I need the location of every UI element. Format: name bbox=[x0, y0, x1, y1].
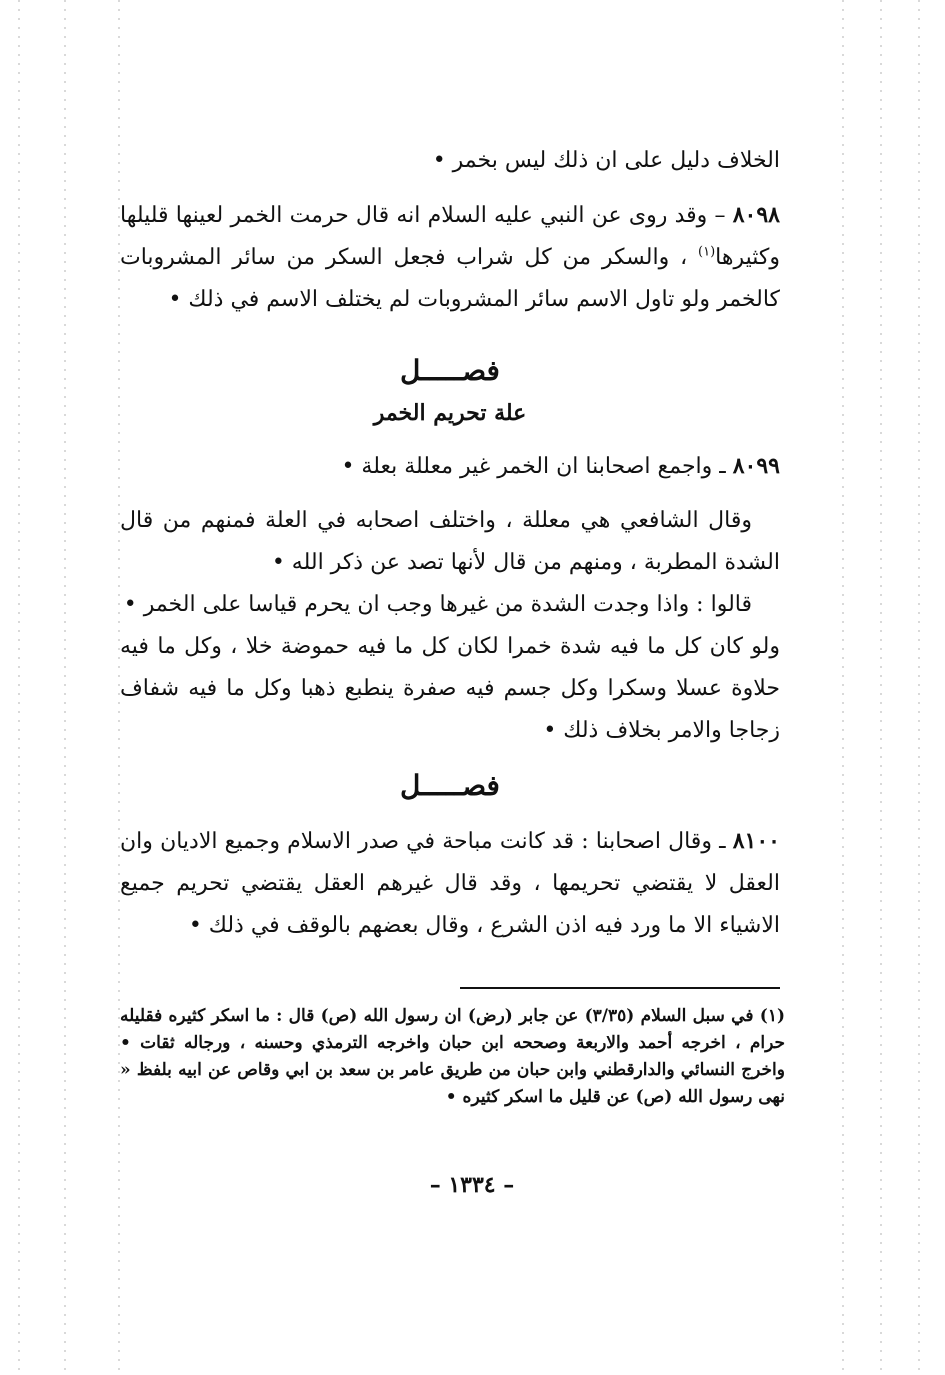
spacer bbox=[120, 488, 780, 500]
scan-margin-dots bbox=[918, 0, 920, 1375]
spacer bbox=[120, 752, 780, 764]
paragraph-text: ـ وقال اصحابنا : قد كانت مباحة في صدر الاسلام وجميع الاديان وان العقل لا يقتضي تحريمها ، وقد قال غيرهم العقل يقتضي تحريم جميع الاشياء الا ما ورد فيه اذن الشرع ، وقال بعضهم بالوقف في ذلك • bbox=[120, 829, 780, 938]
paragraph-8099 bbox=[120, 445, 780, 488]
section-subheading: علة تحريم الخمر bbox=[373, 400, 527, 426]
paragraph-number: ٨٠٩٩ bbox=[732, 453, 780, 479]
spacer bbox=[120, 182, 780, 194]
spacer bbox=[120, 433, 780, 445]
scan-margin-dots bbox=[64, 0, 66, 1375]
paragraph-8098 bbox=[120, 194, 780, 321]
scan-margin-dots bbox=[880, 0, 882, 1375]
footnote-ref: (١) bbox=[698, 244, 716, 260]
footnote-separator bbox=[460, 987, 780, 989]
spacer bbox=[120, 321, 780, 349]
paragraph-text: ، والسكر من كل شراب فجعل السكر من سائر المشروبات كالخمر ولو تاول الاسم سائر المشروبات لم يختلف الاسم في ذلك • bbox=[120, 245, 780, 312]
paragraph-text: ـ واجمع اصحابنا ان الخمر غير معللة بعلة • bbox=[341, 454, 733, 479]
page-number: – ١٣٣٤ – bbox=[429, 1172, 515, 1198]
scan-margin-dots bbox=[842, 0, 844, 1375]
intro-line: الخلاف دليل على ان ذلك ليس بخمر • bbox=[432, 148, 780, 173]
scan-margin-dots bbox=[18, 0, 20, 1375]
section-heading: فصـــــل bbox=[400, 769, 500, 802]
paragraph-shafii: وقال الشافعي هي معللة ، واختلف اصحابه في العلة فمنهم من قال الشدة المطربة ، ومنهم من قال لأنها تصد عن ذكر الله • bbox=[120, 508, 780, 575]
footnotes bbox=[120, 1003, 785, 1111]
section-heading: فصـــــل bbox=[400, 354, 500, 387]
paragraph-text: – وقد روى عن النبي عليه السلام انه قال حرمت الخمر لعينها قليلها وكثيرها bbox=[120, 203, 780, 270]
paragraph-number: ٨١٠٠ bbox=[732, 828, 780, 854]
paragraph-walaw: ولو كان كل ما فيه شدة خمرا لكان كل ما فيه حموضة خلا ، وكل ما فيه حلاوة عسلا وسكرا وكل جسم فيه صفرة ينطبع ذهبا وكل ما فيه شفاف زجاجا والامر بخلاف ذلك • bbox=[120, 634, 780, 743]
paragraph-qalu: قالوا : واذا وجدت الشدة من غيرها وجب ان يحرم قياسا على الخمر • bbox=[123, 592, 752, 617]
paragraph-number: ٨٠٩٨ bbox=[732, 202, 780, 228]
paragraph-8100 bbox=[120, 820, 780, 947]
spacer bbox=[120, 808, 780, 820]
main-text bbox=[120, 140, 780, 947]
footnote-1: (١) في سبل السلام (٣/٣٥) عن جابر (رض) ان رسول الله (ص) قال : ما اسكر كثيره فقليله حرام ، اخرجه أحمد والاربعة وصححه ابن حبان واخرجه الترمذي وحسنه ، ورجاله ثقات • واخرج النسائي والدارقطني وابن حبان من طريق عامر بن سعد بن ابي وقاص عن ابيه بلفظ « نهى رسول الله (ص) عن قليل ما اسكر كثيره • bbox=[120, 1006, 786, 1107]
